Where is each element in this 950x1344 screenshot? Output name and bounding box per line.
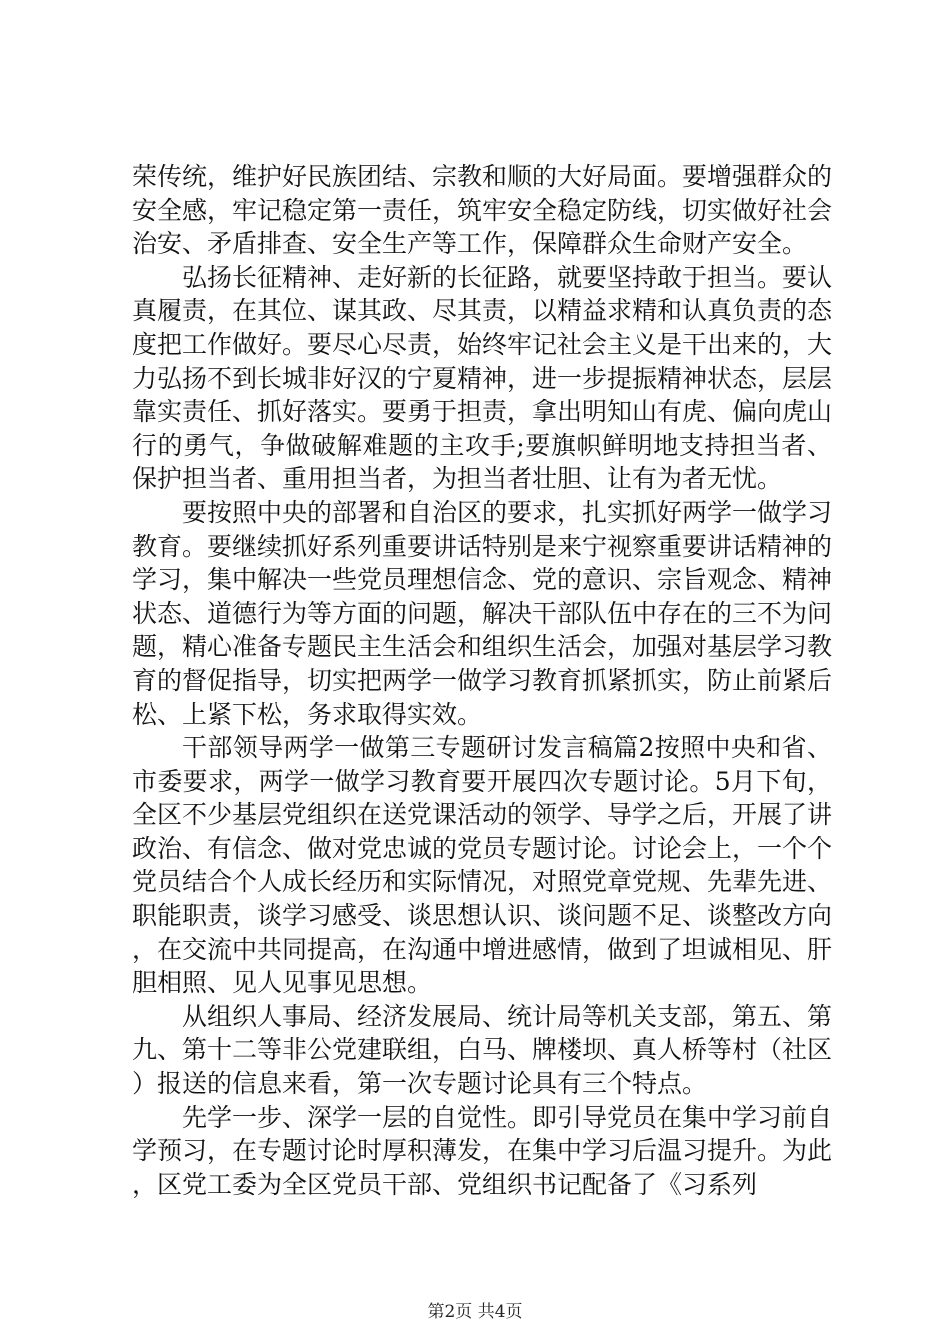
paragraph-2: 弘扬长征精神、走好新的长征路，就要坚持敢于担当。要认真履责，在其位、谋其政、尽其责，以精益求精和认真负责的态度把工作做好。要尽心尽责，始终牢记社会主义是干出来的，大力弘扬不到长城非好汉的宁夏精神，进一步提振精神状态，层层靠实责任、抓好落实。要勇于担责，拿出明知山有虎、偏向虎山行的勇气，争做破解难题的主攻手;要旗帜鲜明地支持担当者、保护担当者、重用担当者，为担当者壮胆、让有为者无忧。 (132, 262, 833, 494)
paragraph-1: 荣传统，维护好民族团结、宗教和顺的大好局面。要增强群众的安全感，牢记稳定第一责任，筑牢安全稳定防线，切实做好社会治安、矛盾排查、安全生产等工作，保障群众生命财产安全。 (132, 162, 833, 259)
paragraph-6: 先学一步、深学一层的自觉性。即引导党员在集中学习前自学预习，在专题讨论时厚积薄发，在集中学习后温习提升。为此，区党工委为全区党员干部、党组织书记配备了《习系列 (132, 1102, 833, 1199)
paragraph-5: 从组织人事局、经济发展局、统计局等机关支部，第五、第九、第十二等非公党建联组，白马、牌楼坝、真人桥等村（社区）报送的信息来看，第一次专题讨论具有三个特点。 (132, 1001, 833, 1099)
page-number-footer: 第2页 共4页 (427, 1302, 523, 1322)
paragraph-3: 要按照中央的部署和自治区的要求，扎实抓好两学一做学习教育。要继续抓好系列重要讲话特别是来宁视察重要讲话精神的学习，集中解决一些党员理想信念、党的意识、宗旨观念、精神状态、道德行为等方面的问题，解决干部队伍中存在的三不为问题，精心准备专题民主生活会和组织生活会，加强对基层学习教育的督促指导，切实把两学一做学习教育抓紧抓实，防止前紧后松、上紧下松，务求取得实效。 (132, 497, 833, 729)
document-body (132, 160, 832, 1201)
paragraph-4: 干部领导两学一做第三专题研讨发言稿篇2按照中央和省、市委要求，两学一做学习教育要开展四次专题讨论。5月下旬，全区不少基层党组织在送党课活动的领学、导学之后，开展了讲政治、有信念、做对党忠诚的党员专题讨论。讨论会上，一个个党员结合个人成长经历和实际情况，对照党章党规、先辈先进、职能职责，谈学习感受、谈思想认识、谈问题不足、谈整改方向，在交流中共同提高，在沟通中增进感情，做到了坦诚相见、肝胆相照、见人见事见思想。 (132, 733, 833, 998)
